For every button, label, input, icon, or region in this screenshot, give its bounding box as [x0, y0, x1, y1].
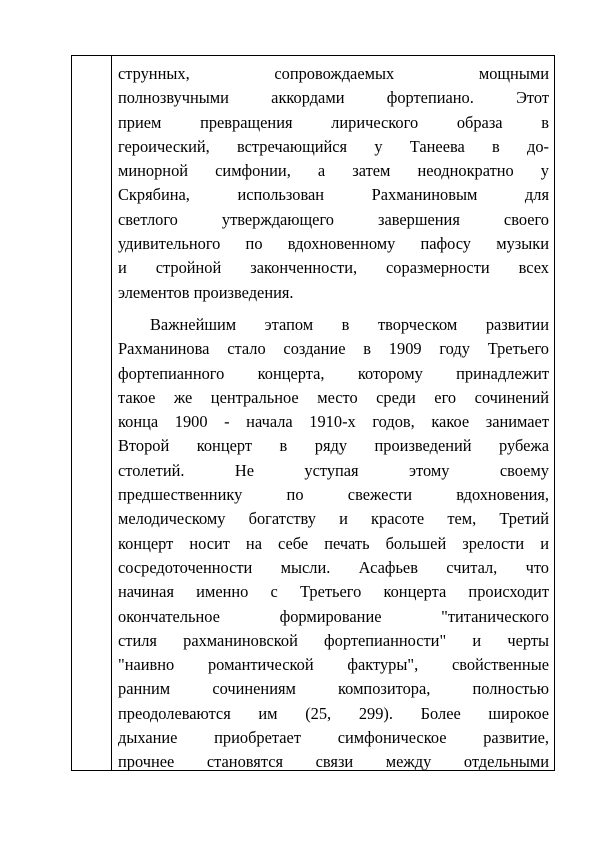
text-line: прием превращения лирического образа в — [118, 112, 549, 132]
text-line: конца 1900 - начала 1910-х годов, какое занимает — [118, 412, 549, 432]
text-line: начиная именно с Третьего концерта происходит — [118, 582, 549, 602]
text-line: полнозвучными аккордами фортепиано. Этот — [118, 88, 549, 108]
text-line: "наивно романтической фактуры", свойственные — [118, 655, 549, 675]
text-line: мелодическому богатству и красоте тем, Третий — [118, 509, 549, 529]
text-line: окончательное формирование "титанического — [118, 606, 549, 626]
text-line: удивительного по вдохновенному пафосу музыки — [118, 234, 549, 254]
text-line: предшественнику по свежести вдохновения, — [118, 485, 549, 505]
text-line: столетий. Не уступая этому своему — [118, 460, 549, 480]
text-line: героический, встречающийся у Танеева в до- — [118, 136, 549, 156]
text-line: прочнее становятся связи между отдельными — [118, 752, 549, 772]
text-line: минорной симфонии, а затем неоднократно у — [118, 161, 549, 181]
text-line: светлого утверждающего завершения своего — [118, 209, 549, 229]
text-line: концерт носит на себе печать большей зрелости и — [118, 533, 549, 553]
column-divider — [111, 56, 112, 770]
paragraph-spacer — [118, 305, 549, 313]
text-line: Второй концерт в ряду произведений рубежа — [118, 436, 549, 456]
text-line: дыхание приобретает симфоническое развитие, — [118, 728, 549, 748]
text-cell — [118, 62, 549, 775]
text-line: стиля рахманиновской фортепианности" и черты — [118, 630, 549, 650]
text-line: фортепианного концерта, которому принадлежит — [118, 363, 549, 383]
text-line: ранним сочинениям композитора, полностью — [118, 679, 549, 699]
text-line: Рахманинова стало создание в 1909 году Третьего — [118, 339, 549, 359]
text-line: элементов произведения. — [118, 282, 294, 302]
text-line: и стройной законченности, соразмерности всех — [118, 258, 549, 278]
paragraph-1 — [118, 62, 549, 305]
text-line: Скрябина, использован Рахманиновым для — [118, 185, 549, 205]
paragraph-2 — [118, 313, 549, 775]
text-line: такое же центральное место среди его сочинений — [118, 387, 549, 407]
text-line: преодолеваются им (25, 299). Более широкое — [118, 703, 549, 723]
text-line: Важнейшим этапом в творческом развитии — [150, 314, 549, 334]
text-line: струнных, сопровождаемых мощными — [118, 64, 549, 83]
text-line: сосредоточенности мысли. Асафьев считал, что — [118, 557, 549, 577]
